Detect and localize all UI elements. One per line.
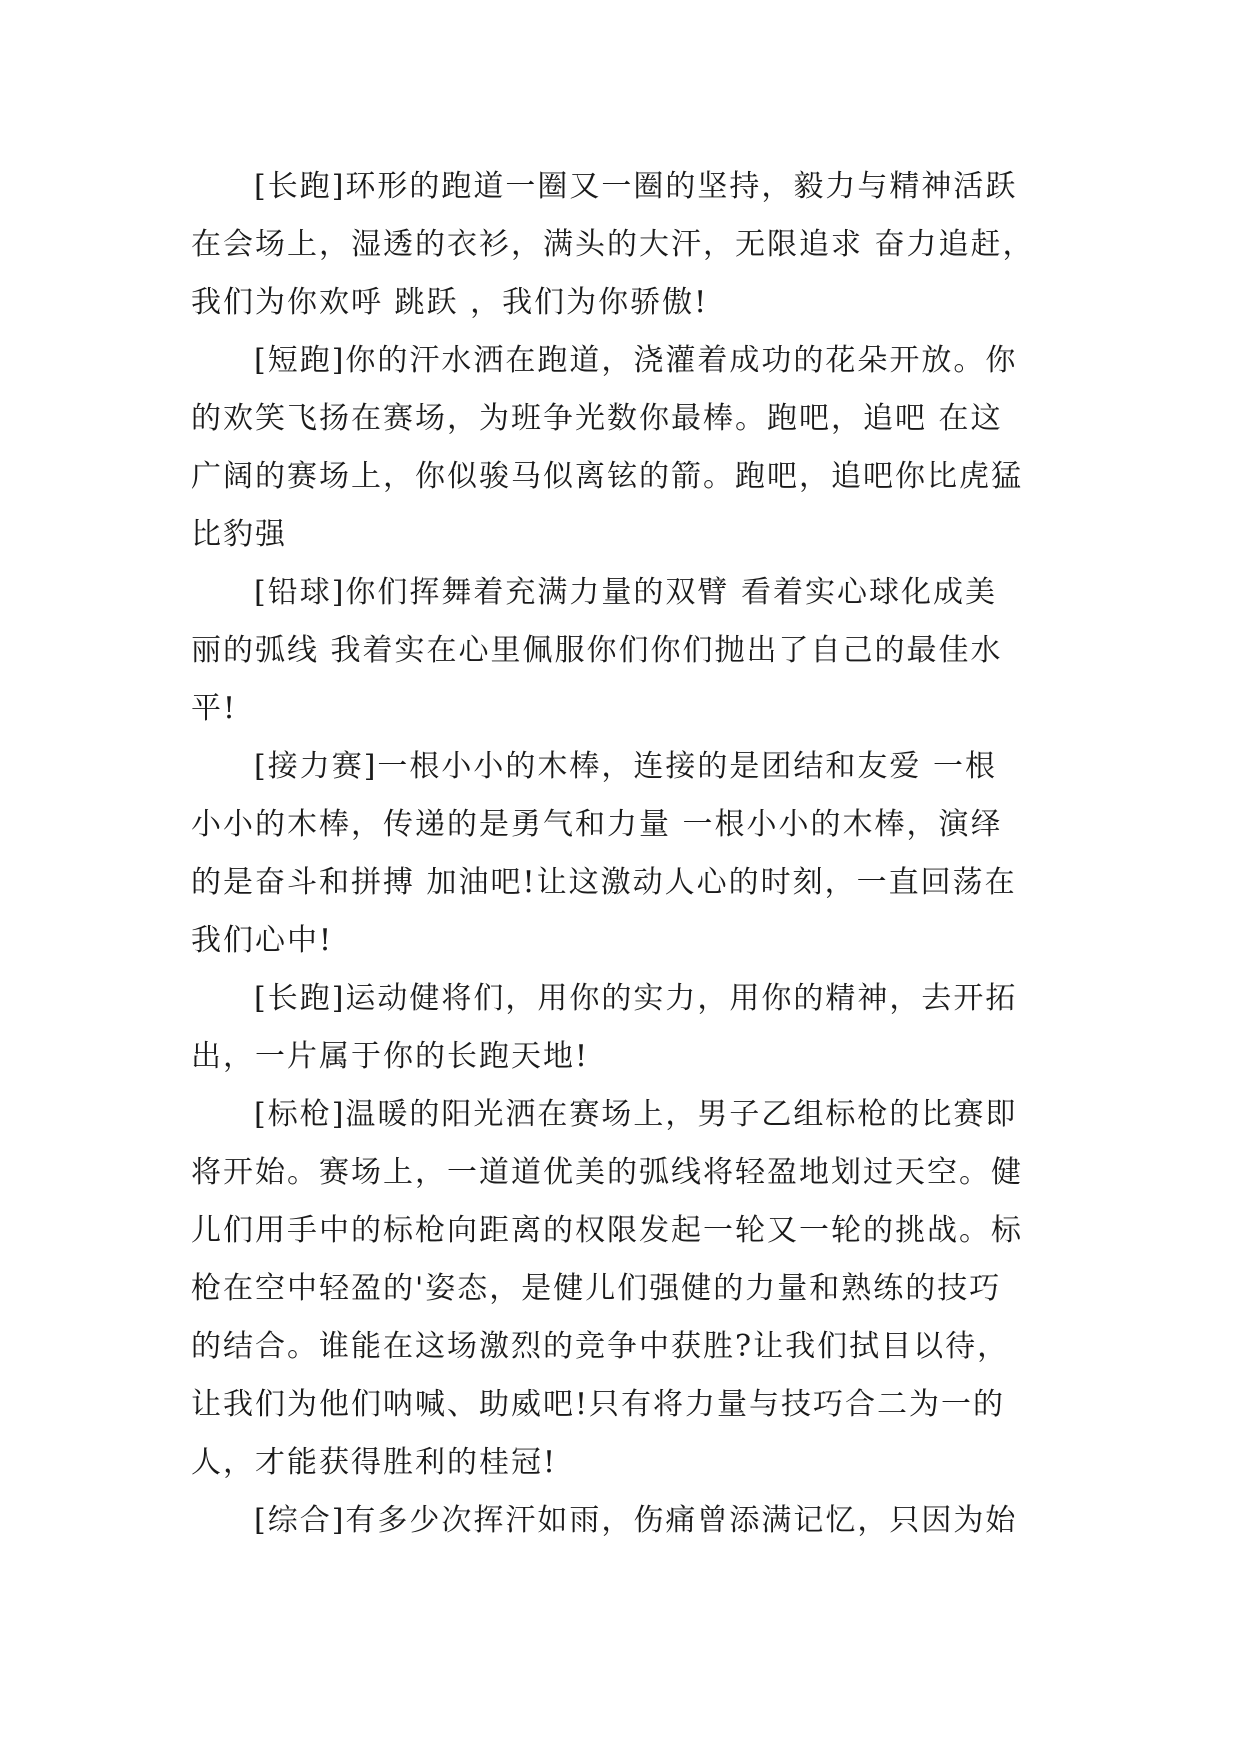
paragraph-line: 让我们为他们呐喊、助威吧!只有将力量与技巧合二为一的	[191, 1387, 1006, 1422]
paragraph-line: 我们心中!	[191, 923, 334, 958]
paragraph-line: [短跑]你的汗水洒在跑道，浇灌着成功的花朵开放。你	[254, 343, 1018, 378]
paragraph-line: 儿们用手中的标枪向距离的权限发起一轮又一轮的挑战。标	[191, 1213, 1023, 1248]
paragraph-line: 广阔的赛场上，你似骏马似离铉的箭。跑吧，追吧你比虎猛	[191, 459, 1023, 494]
paragraph-line: [标枪]温暖的阳光洒在赛场上，男子乙组标枪的比赛即	[254, 1097, 1018, 1132]
paragraph-line: 的欢笑飞扬在赛场，为班争光数你最棒。跑吧，追吧 在这	[191, 401, 1003, 436]
paragraph-line: [接力赛]一根小小的木棒，连接的是团结和友爱 一根	[254, 749, 997, 784]
paragraph-line: [长跑]环形的跑道一圈又一圈的坚持，毅力与精神活跃	[254, 169, 1018, 204]
paragraph-line: 出，一片属于你的长跑天地!	[191, 1039, 590, 1074]
paragraph-line: 将开始。赛场上，一道道优美的弧线将轻盈地划过天空。健	[191, 1155, 1023, 1190]
paragraph-line: 小小的木棒，传递的是勇气和力量 一根小小的木棒，演绎	[191, 807, 1003, 842]
paragraph-line: 比豹强	[191, 517, 287, 552]
paragraph-line: 丽的弧线 我着实在心里佩服你们你们抛出了自己的最佳水	[191, 633, 1003, 668]
paragraph-line: 枪在空中轻盈的'姿态，是健儿们强健的力量和熟练的技巧	[191, 1271, 1002, 1306]
paragraph-line: 平!	[191, 691, 238, 726]
paragraph-line: [综合]有多少次挥汗如雨，伤痛曾添满记忆，只因为始	[254, 1503, 1018, 1538]
paragraph-line: 的结合。谁能在这场激烈的竞争中获胜?让我们拭目以待，	[191, 1329, 1010, 1364]
paragraph-line: 的是奋斗和拼搏 加油吧!让这激动人心的时刻，一直回荡在	[191, 865, 1017, 900]
paragraph-line: 人，才能获得胜利的桂冠!	[191, 1445, 558, 1480]
document-body	[191, 158, 1071, 1550]
paragraph-line: [长跑]运动健将们，用你的实力，用你的精神，去开拓	[254, 981, 1018, 1016]
paragraph-line: [铅球]你们挥舞着充满力量的双臂 看着实心球化成美	[254, 575, 997, 610]
paragraph-line: 我们为你欢呼 跳跃 ，我们为你骄傲!	[191, 285, 709, 320]
paragraph-line: 在会场上，湿透的衣衫，满头的大汗，无限追求 奋力追赶，	[191, 227, 1035, 262]
